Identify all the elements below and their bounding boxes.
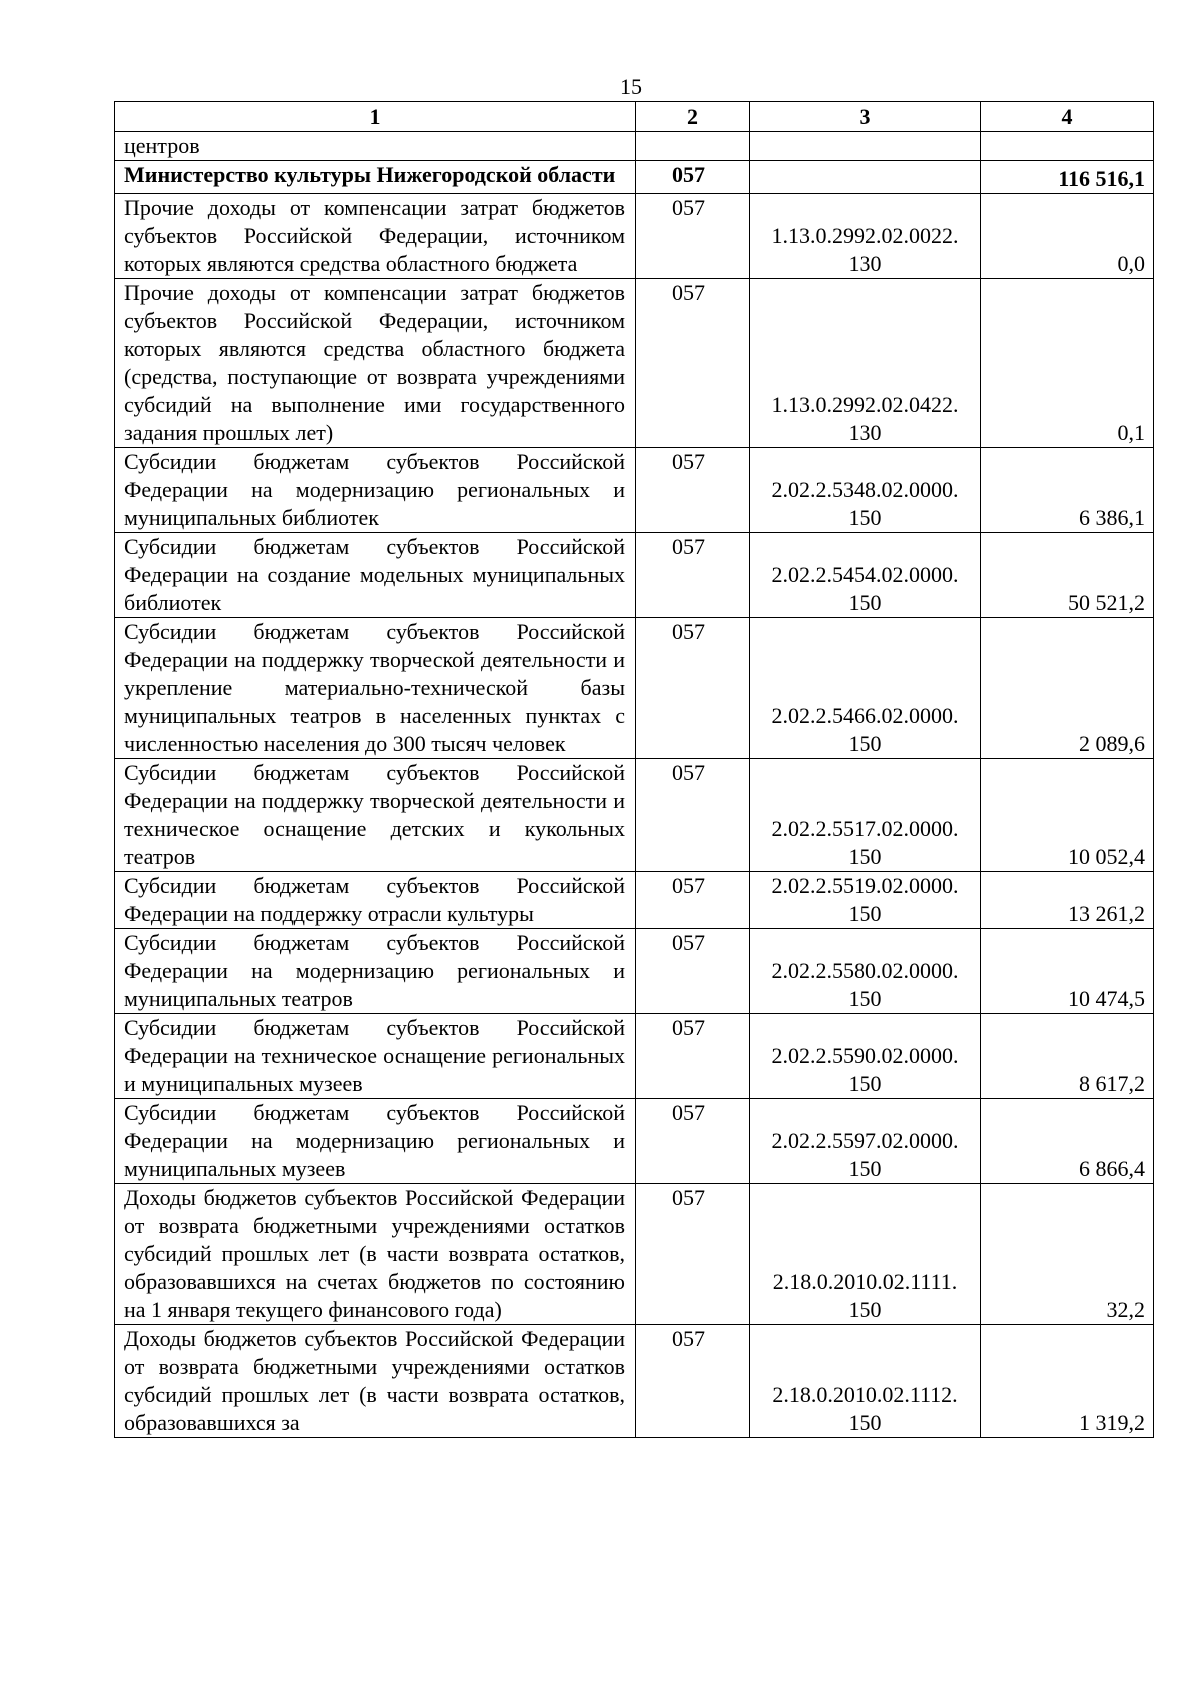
classification-code-line: 1.13.0.2992.02.0022. xyxy=(771,223,959,248)
admin-code-cell: 057 xyxy=(636,618,750,759)
amount-cell: 6 866,4 xyxy=(981,1099,1154,1184)
admin-code-cell: 057 xyxy=(636,872,750,929)
revenue-name-cell: Доходы бюджетов субъектов Российской Федерации от возврата бюджетными учреждениями остатков субсидий прошлых лет (в части возврата остатков, образовавшихся за xyxy=(115,1325,636,1438)
classification-code-cell xyxy=(750,1014,981,1099)
table-row xyxy=(115,194,1154,279)
classification-code-cell xyxy=(750,872,981,929)
classification-code-cell xyxy=(750,929,981,1014)
amount-cell: 10 052,4 xyxy=(981,759,1154,872)
revenue-name-cell: Субсидии бюджетам субъектов Российской Федерации на создание модельных муниципальных библиотек xyxy=(115,533,636,618)
revenue-name-cell: Министерство культуры Нижегородской области xyxy=(115,161,636,194)
classification-code-line: 2.02.2.5454.02.0000. xyxy=(771,562,959,587)
admin-code-cell: 057 xyxy=(636,279,750,448)
classification-code-line: 150 xyxy=(848,590,882,615)
classification-code-line: 2.02.2.5580.02.0000. xyxy=(771,958,959,983)
classification-code-cell xyxy=(750,1184,981,1325)
classification-code-line: 2.02.2.5517.02.0000. xyxy=(771,816,959,841)
admin-code-cell xyxy=(636,132,750,161)
revenue-name-cell: Субсидии бюджетам субъектов Российской Федерации на поддержку творческой деятельности и техническое оснащение детских и кукольных театров xyxy=(115,759,636,872)
table-row xyxy=(115,161,1154,194)
revenue-name-cell: Субсидии бюджетам субъектов Российской Федерации на модернизацию региональных и муниципальных библиотек xyxy=(115,448,636,533)
table-row xyxy=(115,1099,1154,1184)
amount-cell: 32,2 xyxy=(981,1184,1154,1325)
classification-code-cell xyxy=(750,279,981,448)
table-row xyxy=(115,929,1154,1014)
amount-cell: 10 474,5 xyxy=(981,929,1154,1014)
revenue-name-cell: Субсидии бюджетам субъектов Российской Федерации на поддержку отрасли культуры xyxy=(115,872,636,929)
classification-code-cell xyxy=(750,448,981,533)
classification-code-line: 2.02.2.5597.02.0000. xyxy=(771,1128,959,1153)
table-row xyxy=(115,279,1154,448)
classification-code-line: 130 xyxy=(848,251,882,276)
amount-cell: 8 617,2 xyxy=(981,1014,1154,1099)
classification-code-line: 2.18.0.2010.02.1112. xyxy=(772,1382,958,1407)
classification-code-line: 150 xyxy=(848,1297,882,1322)
classification-code-line: 2.02.2.5348.02.0000. xyxy=(771,477,959,502)
table-body xyxy=(115,132,1154,1438)
classification-code-line: 150 xyxy=(848,1156,882,1181)
table-row xyxy=(115,132,1154,161)
column-header: 3 xyxy=(750,102,981,132)
admin-code-cell: 057 xyxy=(636,929,750,1014)
classification-code-line: 150 xyxy=(848,1410,882,1435)
classification-code-line: 150 xyxy=(848,1071,882,1096)
table-row xyxy=(115,1014,1154,1099)
table-row xyxy=(115,1184,1154,1325)
amount-cell: 0,1 xyxy=(981,279,1154,448)
table-row xyxy=(115,533,1154,618)
amount-cell: 2 089,6 xyxy=(981,618,1154,759)
classification-code-cell xyxy=(750,759,981,872)
column-header: 2 xyxy=(636,102,750,132)
classification-code-line: 2.02.2.5519.02.0000. xyxy=(771,873,959,898)
revenue-name-cell: Субсидии бюджетам субъектов Российской Федерации на техническое оснащение региональных и муниципальных музеев xyxy=(115,1014,636,1099)
classification-code-line: 2.02.2.5466.02.0000. xyxy=(771,703,959,728)
revenue-name-cell: Прочие доходы от компенсации затрат бюджетов субъектов Российской Федерации, источником которых являются средства областного бюджета xyxy=(115,194,636,279)
table-row xyxy=(115,618,1154,759)
table-row xyxy=(115,448,1154,533)
classification-code-line: 2.02.2.5590.02.0000. xyxy=(771,1043,959,1068)
classification-code-cell xyxy=(750,533,981,618)
amount-cell: 6 386,1 xyxy=(981,448,1154,533)
page-number: 15 xyxy=(620,74,642,99)
classification-code-line: 150 xyxy=(848,986,882,1011)
table-row xyxy=(115,759,1154,872)
classification-code-line: 1.13.0.2992.02.0422. xyxy=(771,392,959,417)
revenue-table xyxy=(114,101,1154,1438)
revenue-name-cell: центров xyxy=(115,132,636,161)
classification-code-line: 150 xyxy=(848,901,882,926)
classification-code-cell xyxy=(750,194,981,279)
admin-code-cell: 057 xyxy=(636,448,750,533)
admin-code-cell: 057 xyxy=(636,161,750,194)
classification-code-cell xyxy=(750,132,981,161)
classification-code-line: 150 xyxy=(848,844,882,869)
classification-code-cell xyxy=(750,618,981,759)
table-row xyxy=(115,1325,1154,1438)
amount-cell: 116 516,1 xyxy=(981,161,1154,194)
classification-code-cell xyxy=(750,1099,981,1184)
column-header: 1 xyxy=(115,102,636,132)
classification-code-line: 2.18.0.2010.02.1111. xyxy=(772,1269,958,1294)
revenue-name-cell: Прочие доходы от компенсации затрат бюджетов субъектов Российской Федерации, источником которых являются средства областного бюджета (средства, поступающие от возврата учреждениями субсидий на выполнение ими государственного задания прошлых лет) xyxy=(115,279,636,448)
amount-cell: 13 261,2 xyxy=(981,872,1154,929)
admin-code-cell: 057 xyxy=(636,533,750,618)
revenue-name-cell: Субсидии бюджетам субъектов Российской Федерации на модернизацию региональных и муниципальных музеев xyxy=(115,1099,636,1184)
admin-code-cell: 057 xyxy=(636,759,750,872)
admin-code-cell: 057 xyxy=(636,1014,750,1099)
admin-code-cell: 057 xyxy=(636,1325,750,1438)
amount-cell: 1 319,2 xyxy=(981,1325,1154,1438)
table-row xyxy=(115,872,1154,929)
revenue-name-cell: Доходы бюджетов субъектов Российской Федерации от возврата бюджетными учреждениями остатков субсидий прошлых лет (в части возврата остатков, образовавшихся на счетах бюджетов по состоянию на 1 января текущего финансового года) xyxy=(115,1184,636,1325)
admin-code-cell: 057 xyxy=(636,1184,750,1325)
amount-cell xyxy=(981,132,1154,161)
amount-cell: 50 521,2 xyxy=(981,533,1154,618)
admin-code-cell: 057 xyxy=(636,194,750,279)
classification-code-line: 150 xyxy=(848,505,882,530)
classification-code-line: 130 xyxy=(848,420,882,445)
classification-code-cell xyxy=(750,161,981,194)
revenue-name-cell: Субсидии бюджетам субъектов Российской Федерации на поддержку творческой деятельности и укрепление материально-технической базы муниципальных театров в населенных пунктах с численностью населения до 300 тысяч человек xyxy=(115,618,636,759)
classification-code-cell xyxy=(750,1325,981,1438)
classification-code-line: 150 xyxy=(848,731,882,756)
column-header: 4 xyxy=(981,102,1154,132)
table-header-row xyxy=(115,102,1154,132)
admin-code-cell: 057 xyxy=(636,1099,750,1184)
revenue-name-cell: Субсидии бюджетам субъектов Российской Федерации на модернизацию региональных и муниципальных театров xyxy=(115,929,636,1014)
amount-cell: 0,0 xyxy=(981,194,1154,279)
